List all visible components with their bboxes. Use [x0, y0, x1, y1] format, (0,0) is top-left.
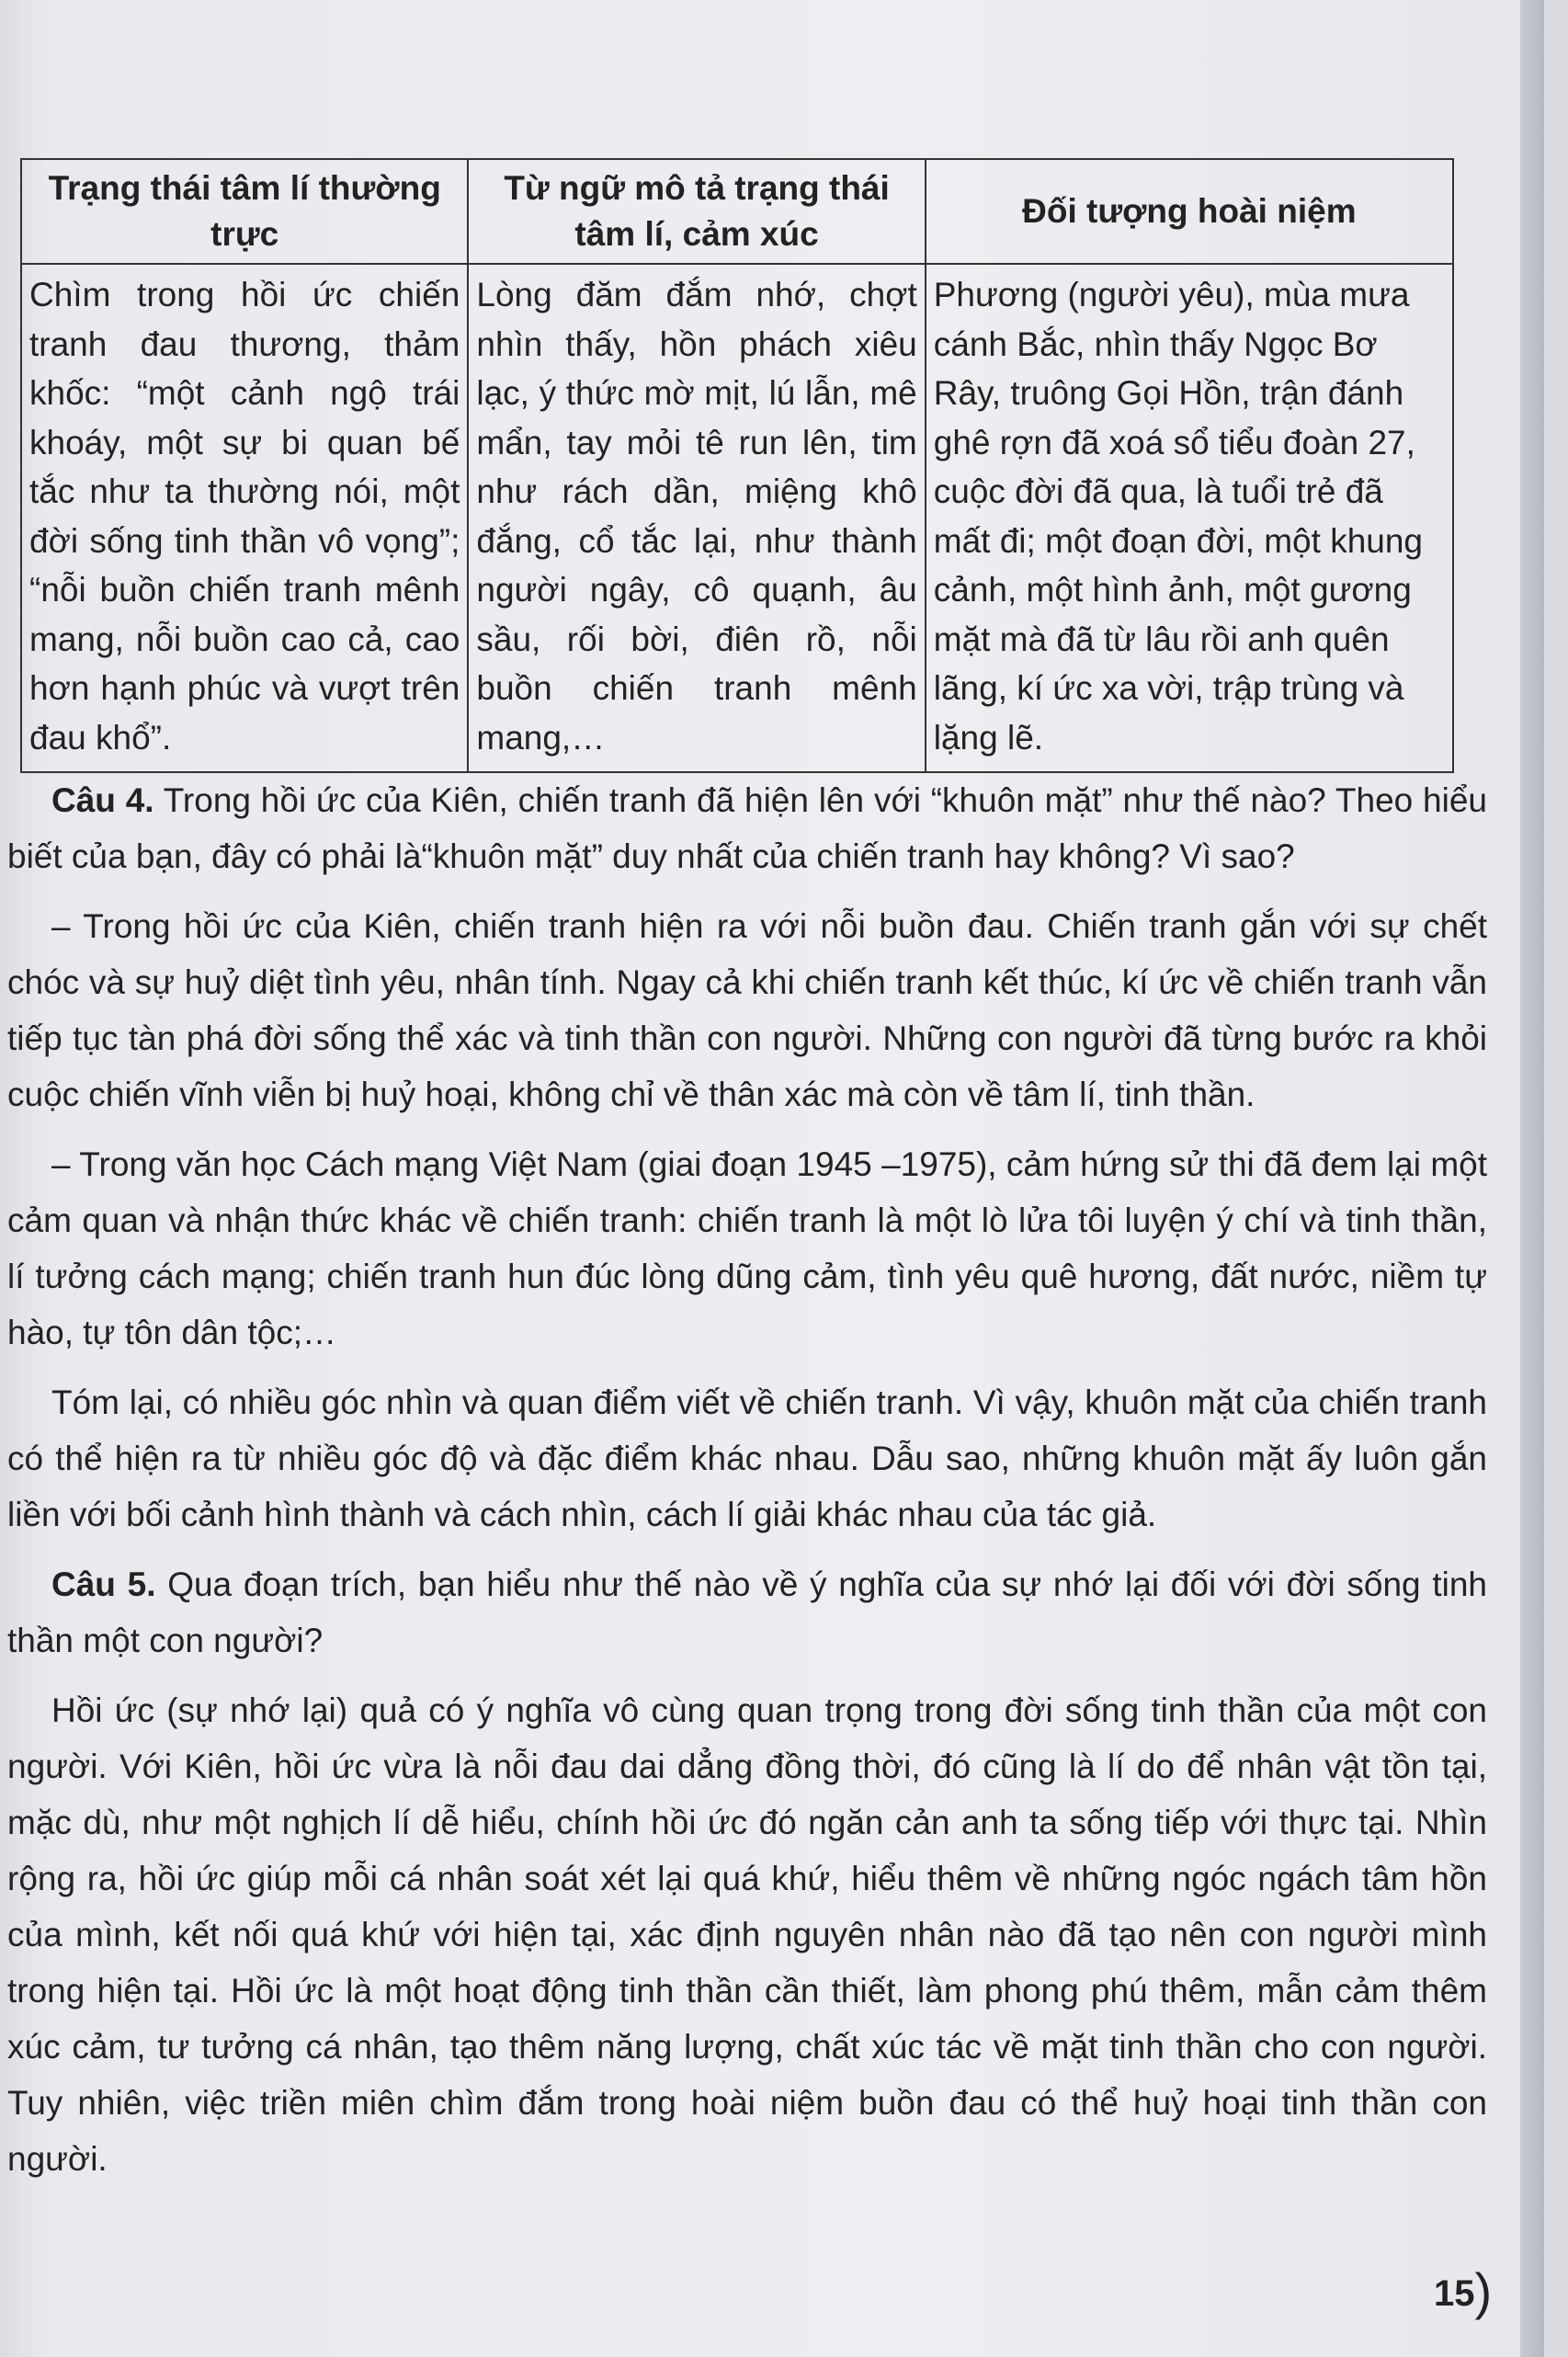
question-5-text: Qua đoạn trích, bạn hiểu như thế nào về ý nghĩa của sự nhớ lại đối với đời sống tinh thần một con người? [7, 1566, 1487, 1659]
table-header-row [21, 159, 1453, 264]
cell-nostalgia-objects: Phương (người yêu), mùa mưa cánh Bắc, nhìn thấy Ngọc Bơ Rây, truông Gọi Hồn, trận đánh ghê rợn đã xoá sổ tiểu đoàn 27, cuộc đời đã qua, là tuổi trẻ đã mất đi; một đoạn đời, một khung cảnh, một hình ảnh, một gương mặt mà đã từ lâu rồi anh quên lãng, kí ức xa vời, trập trùng và lặng lẽ. [926, 264, 1453, 772]
page-edge-shadow [1520, 0, 1544, 2357]
answer-4-summary: Tóm lại, có nhiều góc nhìn và quan điểm viết về chiến tranh. Vì vậy, khuôn mặt của chiến tranh có thể hiện ra từ nhiều góc độ và đặc điểm khác nhau. Dẫu sao, những khuôn mặt ấy luôn gắn liền với bối cảnh hình thành và cách nhìn, cách lí giải khác nhau của tác giả. [7, 1383, 1487, 1533]
answer-4-part-1: – Trong hồi ức của Kiên, chiến tranh hiện ra với nỗi buồn đau. Chiến tranh gắn với sự chết chóc và sự huỷ diệt tình yêu, nhân tính. Ngay cả khi chiến tranh kết thúc, kí ức về chiến tranh vẫn tiếp tục tàn phá đời sống thể xác và tinh thần con người. Những con người đã từng bước ra khỏi cuộc chiến vĩnh viễn bị huỷ hoại, không chỉ về thân xác mà còn về tâm lí, tinh thần. [7, 907, 1487, 1113]
cell-psychological-state: Chìm trong hồi ức chiến tranh đau thương, thảm khốc: “một cảnh ngộ trái khoáy, một sự bi quan bế tắc như ta thường nói, một đời sống tinh thần vô vọng”; “nỗi buồn chiến tranh mênh mang, nỗi buồn cao cả, cao hơn hạnh phúc và vượt trên đau khổ”. [21, 264, 468, 772]
answer-5: Hồi ức (sự nhớ lại) quả có ý nghĩa vô cùng quan trọng trong đời sống tinh thần của một con người. Với Kiên, hồi ức vừa là nỗi đau dai dẳng đồng thời, đó cũng là lí do để nhân vật tồn tại, mặc dù, như một nghịch lí dễ hiểu, chính hồi ức đó ngăn cản anh ta sống tiếp với thực tại. Nhìn rộng ra, hồi ức giúp mỗi cá nhân soát xét lại quá khứ, hiểu thêm về những ngóc ngách tâm hồn của mình, kết nối quá khứ với hiện tại, xác định nguyên nhân nào đã tạo nên con người mình trong hiện tại. Hồi ức là một hoạt động tinh thần cần thiết, làm phong phú thêm, mẫn cảm thêm xúc cảm, tư tưởng cá nhân, tạo thêm năng lượng, chất xúc tác về mặt tinh thần cho con người. Tuy nhiên, việc triền miên chìm đắm trong hoài niệm buồn đau có thể huỷ hoại tinh thần con người. [7, 1691, 1487, 2178]
question-5 [7, 1556, 1487, 1668]
page-number-bracket: ) [1474, 2262, 1493, 2320]
header-descriptive-words: Từ ngữ mô tả trạng thái tâm lí, cảm xúc [468, 159, 925, 264]
question-4-label: Câu 4. [51, 781, 154, 819]
cell-descriptive-words: Lòng đăm đắm nhớ, chợt nhìn thấy, hồn phách xiêu lạc, ý thức mờ mịt, lú lẫn, mê mẩn, tay mỏi tê run lên, tim như rách dần, miệng khô đắng, cổ tắc lại, như thành người ngây, cô quạnh, âu sầu, rối bời, điên rồ, nỗi buồn chiến tranh mênh mang,… [468, 264, 925, 772]
answer-4-part-2: – Trong văn học Cách mạng Việt Nam (giai đoạn 1945 –1975), cảm hứng sử thi đã đem lại một cảm quan và nhận thức khác về chiến tranh: chiến tranh là một lò lửa tôi luyện ý chí và tinh thần, lí tưởng cách mạng; chiến tranh hun đúc lòng dũng cảm, tình yêu quê hương, đất nước, niềm tự hào, tự tôn dân tộc;… [7, 1145, 1487, 1351]
page-number [1434, 2258, 1493, 2320]
table-row [21, 264, 1453, 772]
header-psychological-state: Trạng thái tâm lí thường trực [21, 159, 468, 264]
question-4 [7, 772, 1487, 884]
question-5-label: Câu 5. [51, 1566, 156, 1603]
header-nostalgia-objects: Đối tượng hoài niệm [926, 159, 1453, 264]
question-4-text: Trong hồi ức của Kiên, chiến tranh đã hiện lên với “khuôn mặt” như thế nào? Theo hiểu biết của bạn, đây có phải là“khuôn mặt” duy nhất của chiến tranh hay không? Vì sao? [7, 781, 1487, 875]
answer-body [7, 772, 1487, 2187]
emotion-table [20, 158, 1454, 773]
page-number-value: 15 [1434, 2273, 1475, 2314]
